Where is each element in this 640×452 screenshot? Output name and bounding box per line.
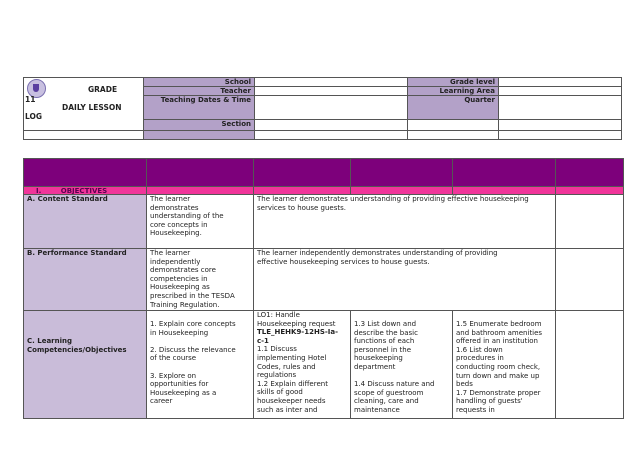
header-cell <box>555 158 624 187</box>
dates-value[interactable] <box>254 95 408 120</box>
empty-cell <box>407 130 499 140</box>
grade-number: 11 <box>25 95 36 104</box>
teacher-label: Teacher <box>143 86 255 96</box>
content-standard-col1: The learner demonstrates understanding of the core concepts in Housekeeping. <box>146 194 254 249</box>
content-standard-label: A. Content Standard <box>23 194 147 249</box>
learning-competencies-col4: 1.5 Enumerate bedroom and bathroom amenities offered in an institution 1.6 List down procedures in conducting room check, turn down and make up beds 1.7 Demonstrate proper handling of guests' requests in <box>452 310 556 419</box>
quarter-value[interactable] <box>498 95 622 120</box>
lo1-text: LO1: Handle Housekeeping request <box>257 311 336 328</box>
quarter-label: Quarter <box>407 95 499 120</box>
lo1-items: 1.1 Discuss implementing Hotel Codes, rules and regulations 1.2 Explain different skills of good housekeeper needs such as inter and <box>257 345 328 414</box>
performance-standard-label: B. Performance Standard <box>23 248 147 311</box>
grade-level-label: Grade level <box>407 77 499 87</box>
performance-standard-col1: The learner independently demonstrates core competencies in Housekeeping as prescribed in the TESDA Training Regulation. <box>146 248 254 311</box>
header-cell <box>146 158 254 187</box>
empty-cell <box>555 194 624 249</box>
title-line1: DAILY LESSON <box>62 103 122 112</box>
empty-cell <box>498 130 622 140</box>
empty-cell <box>143 130 255 140</box>
learning-competencies-label: C. Learning Competencies/Objectives <box>23 310 147 419</box>
learning-competencies-col2 <box>253 310 351 419</box>
competency-code: TLE_HEHK9-12HS-Ia- c-1 <box>257 328 338 345</box>
header-cell <box>452 158 556 187</box>
empty-cell <box>555 310 624 419</box>
empty-cell <box>23 130 144 140</box>
section-label: Section <box>143 119 255 131</box>
content-standard-text: The learner demonstrates understanding of providing effective housekeeping services to house guests. <box>253 194 556 249</box>
performance-standard-text: The learner independently demonstrates understanding of providing effective housekeeping services to house guests. <box>253 248 556 311</box>
header-cell <box>253 158 351 187</box>
grade-label: GRADE <box>88 85 118 94</box>
learning-competencies-col3: 1.3 List down and describe the basic functions of each personnel in the housekeeping department 1.4 Discuss nature and scope of guestroom cleaning, care and maintenance <box>350 310 453 419</box>
learning-competencies-col1: 1. Explain core concepts in Housekeeping 2. Discuss the relevance of the course 3. Explore on opportunities for Housekeeping as a career <box>146 310 254 419</box>
objectives-heading: I. OBJECTIVES <box>23 186 147 195</box>
learning-area-label: Learning Area <box>407 86 499 96</box>
title-line2: LOG <box>25 112 43 121</box>
header-cell <box>350 158 453 187</box>
empty-cell <box>555 248 624 311</box>
empty-cell <box>254 130 408 140</box>
header-cell <box>23 158 147 187</box>
school-label: School <box>143 77 255 87</box>
dates-label: Teaching Dates & Time <box>143 95 255 120</box>
